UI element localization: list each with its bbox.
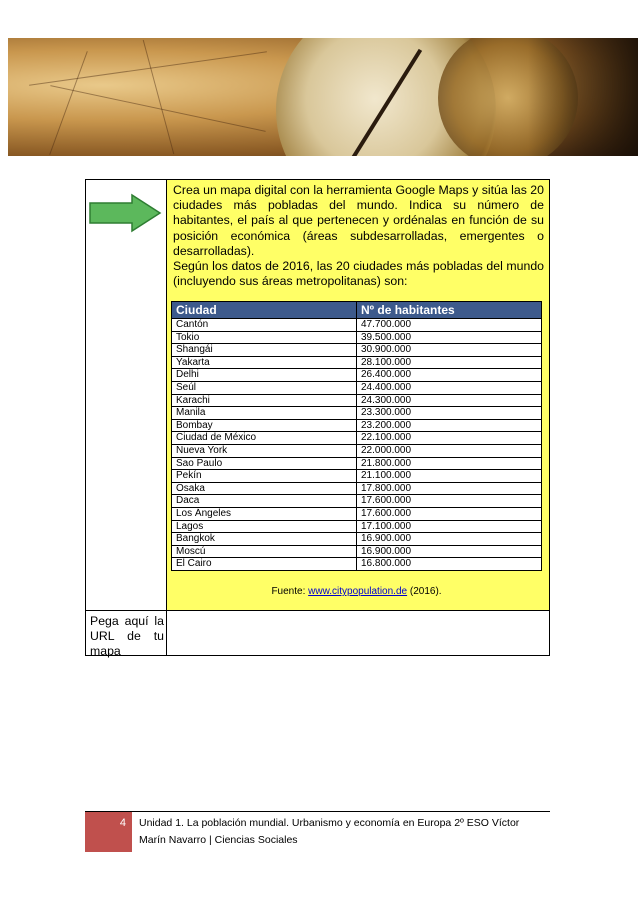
population-value: 16.900.000 bbox=[357, 545, 542, 558]
population-value: 23.200.000 bbox=[357, 419, 542, 432]
instructions bbox=[173, 183, 544, 289]
population-value: 30.900.000 bbox=[357, 344, 542, 357]
city-name: Moscú bbox=[172, 545, 357, 558]
city-name: Osaka bbox=[172, 482, 357, 495]
table-row bbox=[172, 344, 542, 357]
population-value: 39.500.000 bbox=[357, 331, 542, 344]
table-row bbox=[172, 520, 542, 533]
header-population: Nº de habitantes bbox=[357, 302, 542, 319]
population-value: 22.100.000 bbox=[357, 432, 542, 445]
table-row bbox=[172, 419, 542, 432]
table-row bbox=[172, 394, 542, 407]
table-row bbox=[172, 319, 542, 332]
population-table bbox=[171, 301, 542, 571]
city-name: Cantón bbox=[172, 319, 357, 332]
table-row bbox=[172, 482, 542, 495]
city-name: Yakarta bbox=[172, 356, 357, 369]
table-row bbox=[172, 407, 542, 420]
source-prefix: Fuente: bbox=[271, 586, 309, 597]
url-label: Pega aquí la URL de tu mapa bbox=[90, 614, 164, 658]
table-row bbox=[172, 432, 542, 445]
page-number-box bbox=[85, 812, 132, 852]
population-value: 16.900.000 bbox=[357, 533, 542, 546]
city-name: Bangkok bbox=[172, 533, 357, 546]
city-name: Manila bbox=[172, 407, 357, 420]
population-value: 17.800.000 bbox=[357, 482, 542, 495]
city-name: Ciudad de México bbox=[172, 432, 357, 445]
arrow-right-icon bbox=[88, 193, 162, 233]
population-value: 26.400.000 bbox=[357, 369, 542, 382]
table-row bbox=[172, 558, 542, 571]
city-name: Daca bbox=[172, 495, 357, 508]
city-name: El Cairo bbox=[172, 558, 357, 571]
city-name: Karachi bbox=[172, 394, 357, 407]
population-value: 22.000.000 bbox=[357, 444, 542, 457]
city-name: Sao Paulo bbox=[172, 457, 357, 470]
table-row bbox=[172, 495, 542, 508]
instruction-paragraph-1: Crea un mapa digital con la herramienta Google Maps y sitúa las 20 ciudades más pobladas del mundo. Indica su número de habitantes, el país al que pertenecen y ordénalas en función de su posición económica (áreas subdesarrolladas, emergentes o desarrolladas). bbox=[173, 183, 544, 258]
source-note bbox=[171, 586, 542, 597]
url-input-cell[interactable] bbox=[167, 611, 550, 656]
population-value: 17.600.000 bbox=[357, 495, 542, 508]
table-row bbox=[172, 470, 542, 483]
page-number: 4 bbox=[119, 817, 126, 829]
population-value: 28.100.000 bbox=[357, 356, 542, 369]
city-name: Shangái bbox=[172, 344, 357, 357]
population-value: 21.800.000 bbox=[357, 457, 542, 470]
source-suffix: (2016). bbox=[407, 586, 442, 597]
footer-divider bbox=[85, 811, 550, 812]
city-name: Delhi bbox=[172, 369, 357, 382]
population-value: 16.800.000 bbox=[357, 558, 542, 571]
header-banner-image bbox=[8, 38, 638, 156]
table-row bbox=[172, 369, 542, 382]
footer-text: Unidad 1. La población mundial. Urbanismo y economía en Europa 2º ESO Víctor Marín Navarro | Ciencias Sociales bbox=[139, 817, 520, 846]
population-value: 24.300.000 bbox=[357, 394, 542, 407]
city-name: Seúl bbox=[172, 381, 357, 394]
table-row bbox=[172, 457, 542, 470]
arrow-cell bbox=[85, 179, 167, 611]
table-row bbox=[172, 545, 542, 558]
city-name: Los Ángeles bbox=[172, 507, 357, 520]
population-value: 17.100.000 bbox=[357, 520, 542, 533]
source-link[interactable]: www.citypopulation.de bbox=[308, 586, 408, 597]
table-row bbox=[172, 533, 542, 546]
table-header-row bbox=[172, 302, 542, 319]
population-value: 24.400.000 bbox=[357, 381, 542, 394]
population-value: 47.700.000 bbox=[357, 319, 542, 332]
table-row bbox=[172, 507, 542, 520]
header-city: Ciudad bbox=[172, 302, 357, 319]
table-row bbox=[172, 331, 542, 344]
population-value: 17.600.000 bbox=[357, 507, 542, 520]
url-label-cell bbox=[85, 611, 167, 656]
table-row bbox=[172, 356, 542, 369]
table-row bbox=[172, 444, 542, 457]
table-row bbox=[172, 381, 542, 394]
city-name: Pekín bbox=[172, 470, 357, 483]
population-value: 23.300.000 bbox=[357, 407, 542, 420]
city-name: Tokio bbox=[172, 331, 357, 344]
instruction-paragraph-2: Según los datos de 2016, las 20 ciudades más pobladas del mundo (incluyendo sus áreas metropolitanas) son: bbox=[173, 259, 544, 289]
city-name: Lagos bbox=[172, 520, 357, 533]
city-name: Nueva York bbox=[172, 444, 357, 457]
population-value: 21.100.000 bbox=[357, 470, 542, 483]
city-name: Bombay bbox=[172, 419, 357, 432]
